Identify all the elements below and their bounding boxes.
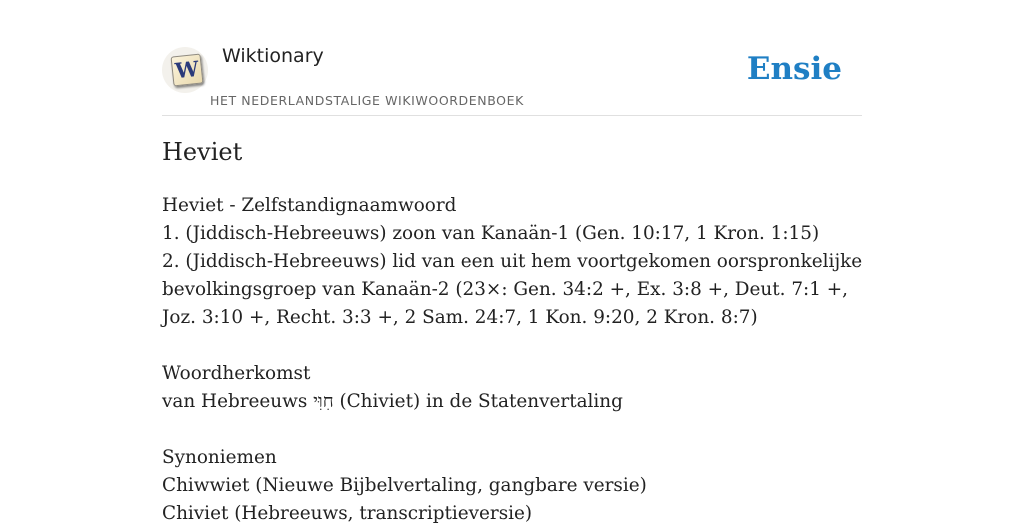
definition-heading: Heviet - Zelfstandignaamwoord xyxy=(162,195,457,216)
ensie-brand-link[interactable]: Ensie xyxy=(746,51,842,87)
logo-letter: W xyxy=(173,55,200,84)
wiktionary-logo[interactable] xyxy=(162,47,208,93)
synonym-item: Chiwwiet (Nieuwe Bijbelvertaling, gangbare versie) xyxy=(162,475,647,496)
synonym-item: Chiviet (Hebreeuws, transcriptieversie) xyxy=(162,503,533,524)
section-spacer xyxy=(162,332,872,360)
logo-tile-icon xyxy=(171,54,204,87)
synonyms-heading: Synoniemen xyxy=(162,447,277,468)
site-name[interactable]: Wiktionary xyxy=(222,45,324,67)
definition-item: 2. (Jiddisch-Hebreeuws) lid van een uit hem voortgekomen oorspronkelijke bevolkingsgroep van Kanaän-2 (23×: Gen. 34:2 +, Ex. 3:8 +, Deut. 7:1 +, Joz. 3:10 +, Recht. 3:3 +, 2 Sam. 24:7, 1 Kon. 9:20, 2 Kron. 8:7) xyxy=(162,251,863,328)
site-header xyxy=(162,0,862,116)
definition-item: 1. (Jiddisch-Hebreeuws) zoon van Kanaän-1 (Gen. 10:17, 1 Kron. 1:15) xyxy=(162,223,820,244)
entry-content xyxy=(162,192,872,528)
section-spacer xyxy=(162,416,872,444)
page-title: Heviet xyxy=(162,138,243,166)
etymology-text: van Hebreeuws חִוִּי (Chiviet) in de Statenvertaling xyxy=(162,391,623,412)
site-tagline: HET NEDERLANDSTALIGE WIKIWOORDENBOEK xyxy=(210,93,524,108)
etymology-heading: Woordherkomst xyxy=(162,363,311,384)
